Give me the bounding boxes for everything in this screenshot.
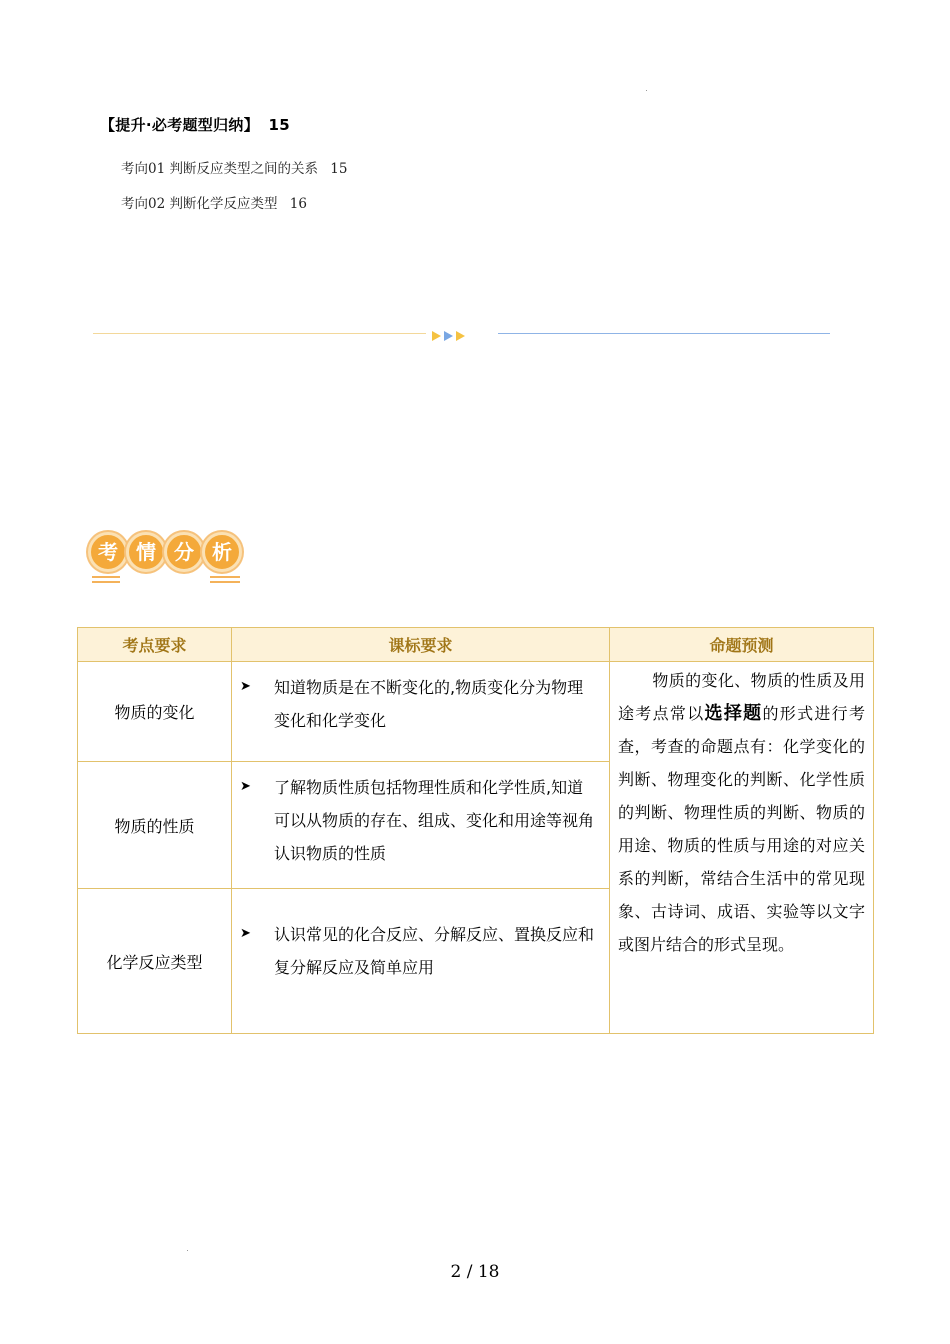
toc-item-label: 考向02 判断化学反应类型: [121, 196, 278, 212]
divider-arrows-icon: [432, 326, 468, 340]
page-number: 2 / 18: [450, 1262, 500, 1282]
badge-char: 考: [88, 532, 128, 572]
header-topic: 考点要求: [78, 628, 232, 662]
toc-item-label: 考向01 判断反应类型之间的关系: [121, 161, 318, 177]
badge-underline: [92, 581, 120, 583]
badge-underline: [210, 581, 240, 583]
divider-line-left: [93, 333, 426, 334]
toc-main-title: 【提升·必考题型归纳】: [100, 116, 259, 134]
topic-cell: 化学反应类型: [78, 889, 232, 1034]
toc-item-page: 15: [330, 161, 348, 177]
divider-line-right: [498, 333, 830, 334]
badge-underline: [210, 576, 240, 578]
arrow-bullet-icon: ➤: [240, 779, 251, 794]
badge-char: 情: [126, 532, 166, 572]
toc-item[interactable]: [121, 157, 347, 177]
badge-char: 分: [164, 532, 204, 572]
requirement-text: 了解物质性质包括物理性质和化学性质,知道可以从物质的存在、组成、变化和用途等视角认识物质的性质: [274, 778, 595, 863]
requirement-cell: [232, 762, 610, 889]
badge-char: 析: [202, 532, 242, 572]
prediction-cell: [610, 662, 874, 1034]
arrow-bullet-icon: ➤: [240, 926, 251, 941]
topic-cell: 物质的性质: [78, 762, 232, 889]
arrow-bullet-icon: ➤: [240, 679, 251, 694]
topic-cell: 物质的变化: [78, 662, 232, 762]
toc-item[interactable]: [121, 192, 307, 212]
table-row: [78, 662, 874, 762]
prediction-text-start: 物质的变化、物质的性质及用途考点常以: [618, 671, 865, 723]
toc-item-page: 16: [289, 196, 307, 212]
header-prediction: 命题预测: [610, 628, 874, 662]
requirement-text: 认识常见的化合反应、分解反应、置换反应和复分解反应及简单应用: [274, 925, 595, 977]
requirement-cell: [232, 889, 610, 1034]
section-heading-badge: [86, 532, 246, 588]
exam-analysis-table: [77, 627, 874, 1034]
speck: [646, 90, 647, 91]
requirement-cell: [232, 662, 610, 762]
badge-underline: [92, 576, 120, 578]
prediction-emphasis: 选择题: [704, 703, 763, 724]
table-header-row: [78, 628, 874, 662]
toc-main-entry[interactable]: [100, 114, 290, 135]
requirement-text: 知道物质是在不断变化的,物质变化分为物理变化和化学变化: [274, 678, 584, 730]
header-standard: 课标要求: [232, 628, 610, 662]
toc-main-page: 15: [268, 116, 291, 134]
prediction-text-end: 的形式进行考查，考查的命题点有：化学变化的判断、物理变化的判断、化学性质的判断、物理性质的判断、物质的用途、物质的性质与用途的对应关系的判断，常结合生活中的常见现象、古诗词、成语、实验等以文字或图片结合的形式呈现。: [618, 704, 865, 954]
speck: [187, 1250, 188, 1251]
